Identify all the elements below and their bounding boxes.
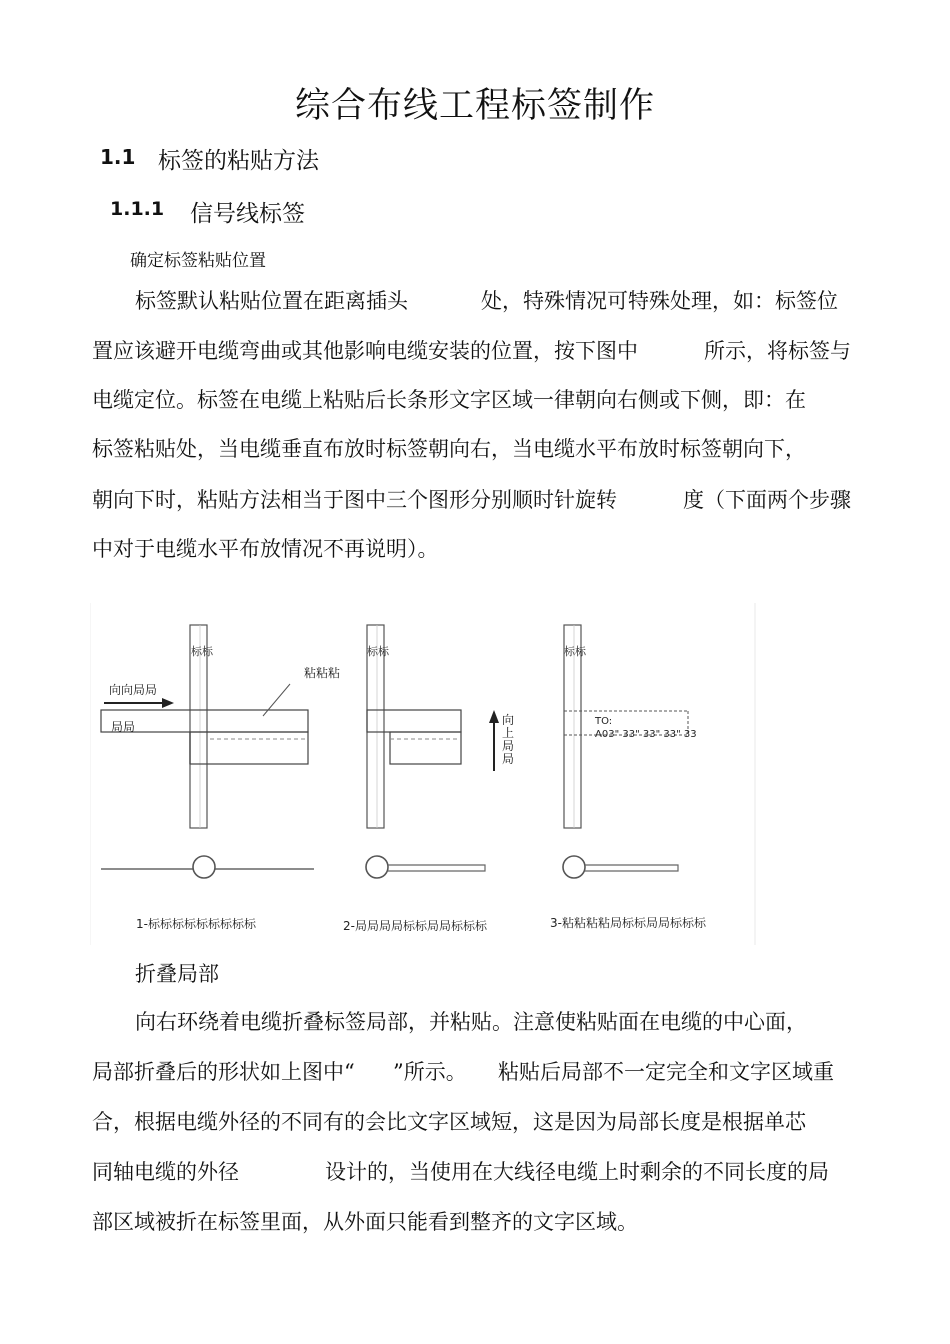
para2-line2c: 粘贴后局部不一定完全和文字区域重 [498,1060,834,1084]
fig1-arrow-label: 向向局局 [109,683,158,697]
para1-line1a: 标签默认粘贴位置在距离插头 [135,289,408,313]
para2-line2b: ”所示。 [393,1060,467,1084]
step-heading-fold: 折叠局部 [135,962,219,986]
para2-line4a: 同轴电缆的外径 [92,1160,239,1184]
fig3-text-line2: A03" 33" 33" 33" 33 [595,729,697,740]
fig1-paste-label: 粘粘粘 [304,666,341,680]
para2-line4b: 设计的，当使用在大线径电缆上时剩余的不同长度的局 [325,1160,829,1184]
para1-line1b: 处，特殊情况可特殊处理，如：标签位 [481,289,838,313]
fig2-top-label: 标标 [367,645,389,658]
para1-line2a: 置应该避开电缆弯曲或其他影响电缆安装的位置，按下图中 [92,339,638,363]
para1-line3: 电缆定位。标签在电缆上粘贴后长条形文字区域一律朝向右侧或下侧，即：在 [92,388,806,412]
section-title: 标签的粘贴方法 [158,148,319,174]
para1-line2b: 所示，将标签与 [704,339,851,363]
para2-line3: 合，根据电缆外径的不同有的会比文字区域短，这是因为局部长度是根据单芯 [92,1110,806,1134]
fig2-up-char-3: 局 [502,739,515,753]
fig1-part-label: 局局 [111,720,136,734]
section-number: 1.1 [100,145,136,169]
para2-line1: 向右环绕着电缆折叠标签局部，并粘贴。注意使粘贴面在电缆的中心面， [135,1010,807,1034]
figure-caption-2: 2-局局局局标标局局标标标 [343,919,487,933]
figure-caption-3: 3-粘粘粘粘局标标局局标标标 [550,916,706,930]
para1-line6: 中对于电缆水平布放情况不再说明）。 [92,537,439,561]
fig3-text-line1: TO: [595,716,613,727]
subsection-number: 1.1.1 [110,198,165,220]
label-paste-figure [90,603,756,945]
subsection-title: 信号线标签 [190,201,305,227]
fig1-top-label: 标标 [191,645,213,658]
para1-line4: 标签粘贴处，当电缆垂直布放时标签朝向右，当电缆水平布放时标签朝向下， [92,437,806,461]
fig2-up-char-4: 局 [502,752,515,766]
step-heading-position: 确定标签粘贴位置 [130,251,266,271]
para2-line2a: 局部折叠后的形状如上图中“ [92,1060,355,1084]
figure-caption-1: 1-标标标标标标标标标 [136,917,256,931]
fig3-top-label: 标标 [564,645,586,658]
para2-line5: 部区域被折在标签里面，从外面只能看到整齐的文字区域。 [92,1210,638,1234]
para1-line5b: 度（下面两个步骤 [683,488,851,512]
para1-line5a: 朝向下时，粘贴方法相当于图中三个图形分别顺时针旋转 [92,488,617,512]
document-title: 综合布线工程标签制作 [294,86,655,126]
fig2-up-char-2: 上 [502,726,515,740]
fig2-up-char-1: 向 [502,713,515,727]
